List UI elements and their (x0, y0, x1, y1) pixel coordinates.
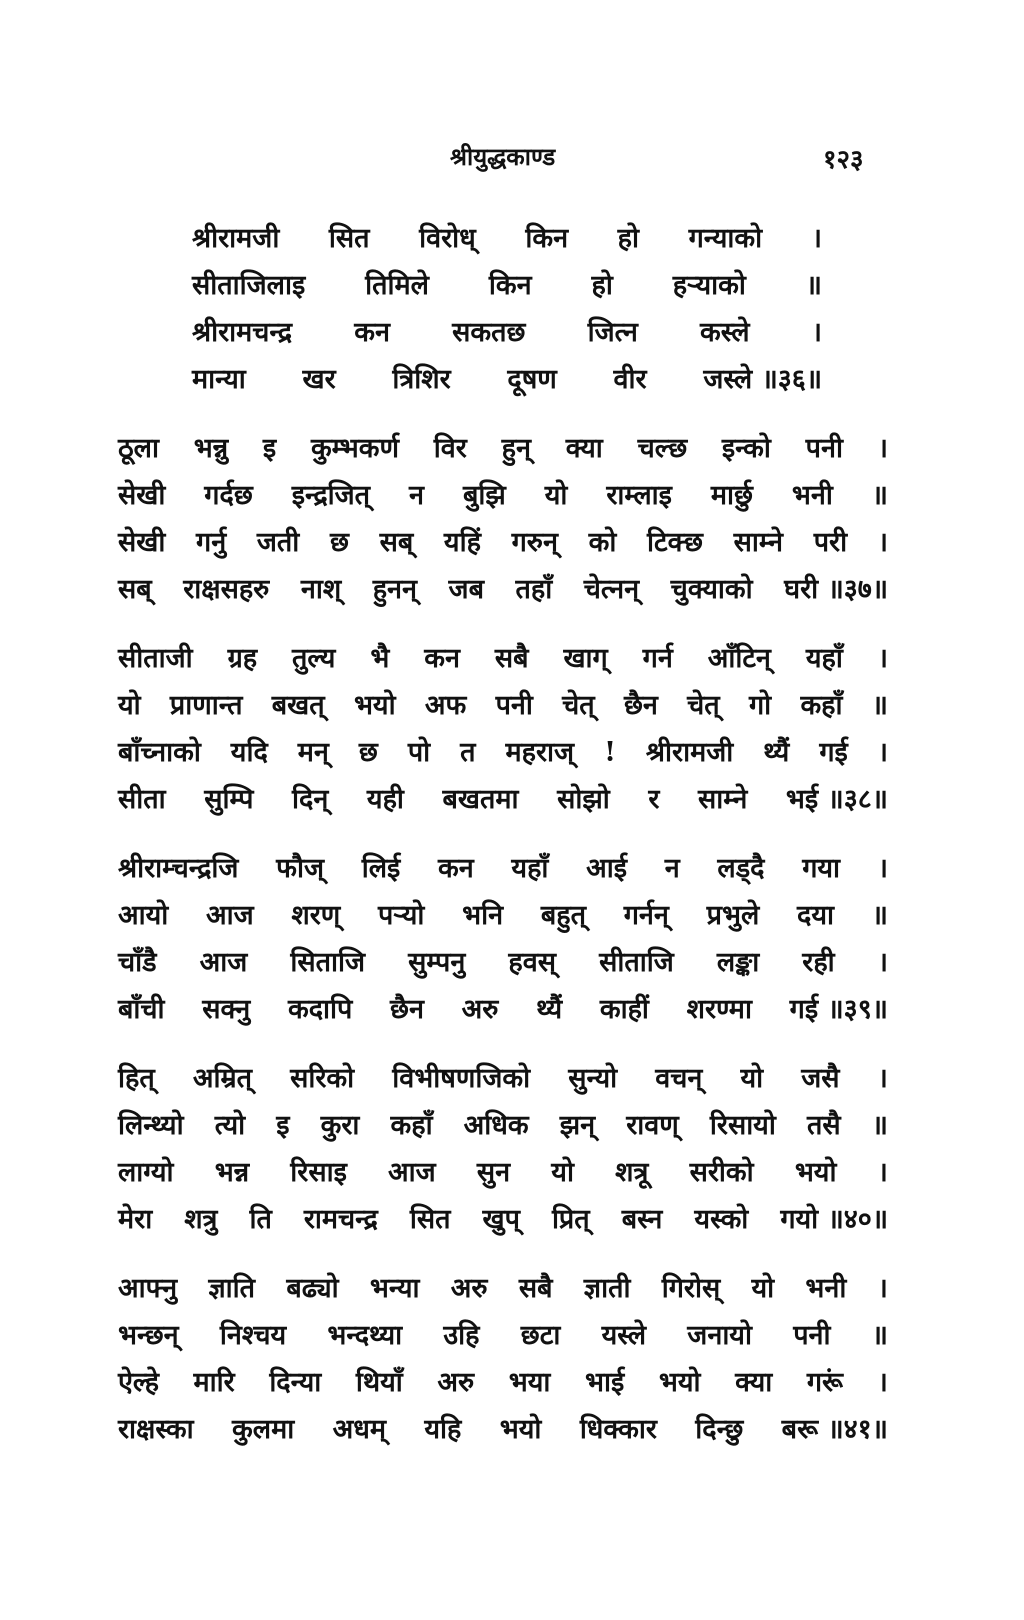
verse-word: त्रिशिर (392, 364, 451, 395)
verse-word: । (877, 1273, 888, 1304)
verse-word: टिक्छ (647, 527, 703, 558)
verse-word: बुझि (462, 480, 506, 511)
verse-word: ॥ (805, 270, 822, 301)
verse-line (118, 1265, 888, 1312)
page-header (0, 140, 1024, 180)
verse-word: यो (118, 690, 141, 721)
verse-word: जस्ले ॥३६॥ (703, 364, 822, 395)
verse-word: थ्यैं (763, 737, 790, 768)
verse-line (118, 892, 888, 939)
verse-word: आई (586, 853, 627, 884)
verse-word: धिक्कार (579, 1414, 657, 1445)
verse-word: रावण् (626, 1110, 679, 1141)
verse-word: चेत् (562, 690, 595, 721)
verse-word: यस्को (694, 1204, 749, 1235)
verse-word: सित (328, 223, 370, 254)
verse-word: यो (740, 1063, 764, 1094)
verse-word: चाँडै (118, 947, 157, 978)
verse-line (118, 1055, 888, 1102)
verse-word: शत्रु (184, 1204, 218, 1235)
verse-word: तुल्य (292, 643, 336, 674)
verse-word: काहीं (599, 994, 649, 1025)
verse-word: भया (508, 1367, 551, 1398)
verse-word: सकतछ (452, 317, 526, 348)
verse-word: अरु (461, 994, 499, 1025)
verse-word: अफ (424, 690, 467, 721)
verse-word: सित (409, 1204, 451, 1235)
verse-word: । (877, 853, 888, 884)
verse-word: दिन्छु (695, 1414, 744, 1445)
verse-word: । (877, 737, 888, 768)
verse-line (118, 1149, 888, 1196)
verse-word: सीताजी (118, 643, 193, 674)
verse-word: ॥ (871, 690, 888, 721)
verse-word: । (811, 317, 822, 348)
verse-word: पो (407, 737, 431, 768)
verse-word: ॥ (871, 1320, 888, 1351)
verse-word: जसै (801, 1063, 840, 1094)
verse-word: बखत् (271, 690, 325, 721)
verse-word: । (877, 947, 888, 978)
verse-word: थियाँ (355, 1367, 403, 1398)
verse-word: आज (388, 1157, 436, 1188)
verse-word: वीर (613, 364, 647, 395)
verse-word: बस्न (621, 1204, 663, 1235)
verse-line (118, 682, 888, 729)
verse-line (118, 635, 888, 682)
verse-word: साम्ने (697, 784, 748, 815)
verse-word: गो (748, 690, 772, 721)
verse-word: भयो (658, 1367, 701, 1398)
verse-word: उहि (443, 1320, 480, 1351)
verse-word: छैन (623, 690, 658, 721)
verse-word: नाश् (300, 574, 342, 605)
verse-word: हवस् (508, 947, 556, 978)
verse-word: प्राणान्त (169, 690, 243, 721)
verse-line (118, 776, 888, 823)
verse-word: चेत् (687, 690, 720, 721)
verse-word: यहिं (443, 527, 481, 558)
verse-word: प्रित् (551, 1204, 590, 1235)
verse-word: गर्न (642, 643, 673, 674)
verse-word: गई (819, 737, 848, 768)
verse-word: हित् (118, 1063, 155, 1094)
verse-word: भन्दथ्या (327, 1320, 403, 1351)
verse-word: गिरोस् (661, 1273, 721, 1304)
verse-word: मारि (193, 1367, 235, 1398)
verse-word: भन्छन् (118, 1320, 179, 1351)
verse-word: छटा (520, 1320, 561, 1351)
verse-word: ग्रह (227, 643, 258, 674)
verse-word: हो (617, 223, 639, 254)
verse-word: छ (358, 737, 378, 768)
verse-word: आज (205, 900, 254, 931)
verse-word: राक्षसहरु (183, 574, 270, 605)
verse-word: रामचन्द्र (303, 1204, 378, 1235)
verse-word: पऱ्यो (378, 900, 425, 931)
verse-line (192, 309, 822, 356)
verse-word: अधिक (463, 1110, 529, 1141)
verse-word: गई ॥३९॥ (789, 994, 888, 1025)
verse-word: चल्छ (637, 433, 688, 464)
verse-stanza-40 (118, 1055, 888, 1243)
verse-word: कन (424, 643, 460, 674)
verse-word: किन (488, 270, 532, 301)
verse-word: शरण् (291, 900, 341, 931)
verse-word: थ्यैं (536, 994, 563, 1025)
verse-word: ति (249, 1204, 272, 1235)
verse-word: बाँची (118, 994, 165, 1025)
verse-word: बाँच्नाको (118, 737, 201, 768)
verse-word: छैन (390, 994, 424, 1025)
verse-word: भयो (353, 690, 396, 721)
verse-word: सरिको (290, 1063, 355, 1094)
verse-word: परी (813, 527, 848, 558)
verse-word: रही (802, 947, 835, 978)
verse-word: यहाँ (805, 643, 843, 674)
verse-word: सुन्यो (568, 1063, 618, 1094)
verse-word: सबै (518, 1273, 553, 1304)
verse-word: ॥ (871, 480, 888, 511)
verse-word: बरू ॥४१॥ (781, 1414, 888, 1445)
verse-word: ऐल्हे (118, 1367, 159, 1398)
verse-word: सिताजि (290, 947, 366, 978)
verse-word: मन् (297, 737, 329, 768)
verse-line (118, 1312, 888, 1359)
verse-word: आँटिन् (707, 643, 771, 674)
verse-word: गर्नन् (623, 900, 669, 931)
verse-word: तसै (806, 1110, 841, 1141)
verse-word: कुरा (320, 1110, 360, 1141)
verse-word: ! (604, 737, 616, 768)
verse-word: महराज् (505, 737, 575, 768)
verse-word: ॥ (871, 1110, 888, 1141)
verse-word: सुम्पनु (408, 947, 466, 978)
verse-word: भनि (462, 900, 504, 931)
verse-word: भन्न (214, 1157, 250, 1188)
verse-word: विर (433, 433, 467, 464)
verse-word: भनी (805, 1273, 847, 1304)
verse-word: सेखी (118, 527, 166, 558)
verse-word: खुप् (482, 1204, 520, 1235)
verse-word: अरु (437, 1367, 475, 1398)
verse-word: खाग् (563, 643, 608, 674)
verse-word: गया (802, 853, 841, 884)
verse-word: इन्द्रजित् (291, 480, 371, 511)
verse-word: । (877, 1063, 888, 1094)
verse-word: मान्या (192, 364, 246, 395)
verse-word: यहि (424, 1414, 462, 1445)
verse-word: यस्ले (601, 1320, 647, 1351)
verse-word: सब् (379, 527, 414, 558)
verse-word: जनायो (687, 1320, 752, 1351)
verse-line (192, 215, 822, 262)
verse-word: सरीको (689, 1157, 754, 1188)
verse-word: लड्दै (717, 853, 765, 884)
verse-word: कस्ले (700, 317, 750, 348)
verse-word: कुलमा (232, 1414, 295, 1445)
verse-word: सीताजिलाइ (192, 270, 306, 301)
verse-word: कहाँ (390, 1110, 433, 1141)
verse-word: चेत्नन् (583, 574, 640, 605)
verse-word: आफ्नु (118, 1273, 178, 1304)
verse-word: सब् (118, 574, 152, 605)
verse-word: । (877, 433, 888, 464)
verse-line (118, 1359, 888, 1406)
verse-word: सीता (118, 784, 166, 815)
verse-word: कदापि (287, 994, 353, 1025)
verse-word: भयो (499, 1414, 542, 1445)
verse-word: गन्याको (688, 223, 763, 254)
verse-word: ठूला (118, 433, 159, 464)
verse-stanza-38 (118, 635, 888, 823)
verse-word: गयो ॥४०॥ (780, 1204, 888, 1235)
verse-line (118, 566, 888, 613)
verse-line (192, 262, 822, 309)
verse-word: हऱ्याको (672, 270, 746, 301)
verse-word: भई ॥३८॥ (785, 784, 888, 815)
verse-word: भै (370, 643, 390, 674)
verse-word: । (877, 643, 888, 674)
verse-word: साम्ने (733, 527, 784, 558)
verse-word: इ (262, 433, 277, 464)
verse-word: लिन्थ्यो (118, 1110, 184, 1141)
verse-word: त (460, 737, 476, 768)
verse-word: राम्लाइ (606, 480, 672, 511)
verse-word: छ (329, 527, 349, 558)
verse-word: भन्या (369, 1273, 420, 1304)
verse-word: शरण्मा (686, 994, 752, 1025)
verse-line (118, 1406, 888, 1453)
verse-word: सुम्पि (204, 784, 254, 815)
verse-word: र (648, 784, 660, 815)
verse-word: किन (525, 223, 569, 254)
verse-line (118, 845, 888, 892)
verse-word: हुनन् (372, 574, 418, 605)
verse-word: चुक्याको (670, 574, 753, 605)
verse-line (118, 939, 888, 986)
verse-word: मार्छु (710, 480, 753, 511)
verse-word: इन्को (721, 433, 771, 464)
verse-word: बढ्यो (286, 1273, 339, 1304)
verse-word: यही (366, 784, 404, 815)
verse-word: गर्नु (196, 527, 227, 558)
verse-word: पनी (793, 1320, 831, 1351)
verse-line (118, 986, 888, 1033)
verse-word: । (811, 223, 822, 254)
verse-word: सुन (476, 1157, 511, 1188)
verse-word: तिमिले (365, 270, 429, 301)
verse-line (118, 1102, 888, 1149)
verse-word: रिसायो (709, 1110, 776, 1141)
verse-word: लिई (361, 853, 401, 884)
verse-word: यदि (230, 737, 268, 768)
verse-word: दया (797, 900, 834, 931)
verse-word: तहाँ (515, 574, 553, 605)
verse-word: भन्नु (193, 433, 229, 464)
verse-word: जब (448, 574, 484, 605)
verse-word: दिन् (292, 784, 329, 815)
verse-word: फौज् (276, 853, 325, 884)
verse-line (118, 472, 888, 519)
verse-word: यो (544, 480, 568, 511)
verse-word: जित्न (587, 317, 638, 348)
verse-word: श्रीरामजी (645, 737, 734, 768)
verse-word: सक्नु (202, 994, 251, 1025)
verse-line (118, 425, 888, 472)
verse-word: को (588, 527, 617, 558)
verse-word: भाई (585, 1367, 625, 1398)
verse-word: पनी (805, 433, 843, 464)
verse-word: मेरा (118, 1204, 153, 1235)
verse-stanza-37 (118, 425, 888, 613)
verse-word: सोझो (557, 784, 610, 815)
verse-word: हो (591, 270, 613, 301)
verse-word: अधम् (332, 1414, 386, 1445)
verse-word: लङ्का (716, 947, 760, 978)
verse-word: यो (551, 1157, 574, 1188)
verse-word: । (877, 1367, 888, 1398)
verse-word: भनी (791, 480, 833, 511)
verse-word: आज (199, 947, 248, 978)
verse-word: आयो (118, 900, 169, 931)
verse-word: श्रीरामजी (192, 223, 280, 254)
verse-word: कन (437, 853, 474, 884)
verse-word: विभीषणजिको (392, 1063, 531, 1094)
verse-word: लाग्यो (118, 1157, 174, 1188)
verse-word: न (664, 853, 680, 884)
verse-word: रिसाइ (290, 1157, 347, 1188)
verse-word: राक्षस्का (118, 1414, 194, 1445)
verse-line (118, 729, 888, 776)
verse-word: निश्चय (219, 1320, 287, 1351)
running-title: श्रीयुद्धकाण्ड (450, 142, 556, 171)
verse-stanza-41 (118, 1265, 888, 1453)
verse-word: पनी (495, 690, 533, 721)
verse-word: कन (354, 317, 390, 348)
verse-word: ज्ञाति (208, 1273, 256, 1304)
verse-word: दिन्या (269, 1367, 322, 1398)
verse-word: ॥ (871, 900, 888, 931)
verse-line (192, 356, 822, 403)
verse-word: श्रीराम्चन्द्रजि (118, 853, 239, 884)
verse-word: गर्दछ (204, 480, 253, 511)
verse-stanza-36 (192, 215, 822, 403)
verse-word: क्या (735, 1367, 773, 1398)
verse-word: न (409, 480, 425, 511)
verse-word: । (877, 1157, 888, 1188)
verse-word: गरूं (806, 1367, 844, 1398)
verse-word: वचन् (655, 1063, 703, 1094)
verse-word: अम्रित् (192, 1063, 253, 1094)
verse-word: बखतमा (442, 784, 519, 815)
verse-word: अरु (450, 1273, 488, 1304)
verse-word: यो (751, 1273, 775, 1304)
verse-word: सीताजि (599, 947, 674, 978)
verse-word: खर (302, 364, 336, 395)
verse-word: त्यो (214, 1110, 246, 1141)
verse-word: सबै (494, 643, 529, 674)
verse-word: क्या (565, 433, 603, 464)
verse-word: इ (276, 1110, 290, 1141)
verse-word: झन् (559, 1110, 596, 1141)
verse-word: प्रभुले (706, 900, 760, 931)
verse-word: भयो (794, 1157, 837, 1188)
verse-word: ज्ञाती (583, 1273, 631, 1304)
verse-stanza-39 (118, 845, 888, 1033)
verse-word: दूषण (507, 364, 557, 395)
verse-word: । (877, 527, 888, 558)
verse-word: बहुत् (540, 900, 586, 931)
verse-word: सेखी (118, 480, 166, 511)
verse-word: घरी ॥३७॥ (784, 574, 888, 605)
verse-word: शत्रू (615, 1157, 649, 1188)
page-number: १२३ (823, 145, 864, 175)
verse-word: कुम्भकर्ण (310, 433, 400, 464)
verse-word: कहाँ (800, 690, 843, 721)
verse-word: हुन् (501, 433, 531, 464)
verse-word: यहाँ (511, 853, 549, 884)
verse-word: विरोध् (419, 223, 476, 254)
verse-word: गरुन् (511, 527, 558, 558)
verse-line (118, 519, 888, 566)
verse-word: जती (256, 527, 300, 558)
verse-line (118, 1196, 888, 1243)
verse-word: श्रीरामचन्द्र (192, 317, 293, 348)
